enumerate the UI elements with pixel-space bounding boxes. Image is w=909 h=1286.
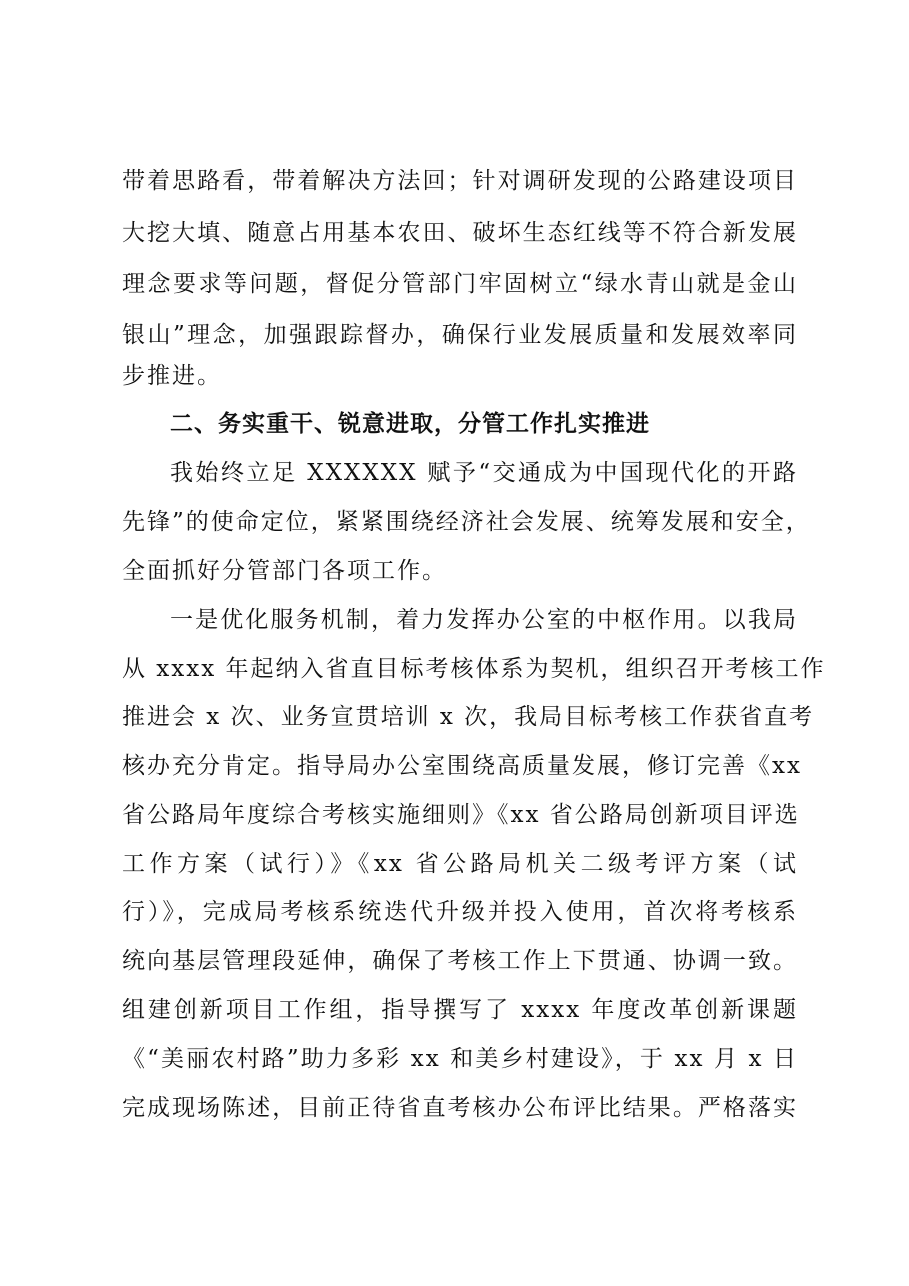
paragraph-1-line-3: 理念要求等问题，督促分管部门牢固树立“绿水青山就是金山 xyxy=(122,271,798,297)
paragraph-3-line-4: 核办充分肯定。指导局办公室围绕高质量发展，修订完善《xx xyxy=(122,753,802,779)
paragraph-3-line-2: 从 xxxx 年起纳入省直目标考核体系为契机，组织召开考核工作 xyxy=(122,656,826,682)
paragraph-3-line-10: 《“美丽农村路”助力多彩 xx 和美乡村建设》，于 xx 月 x 日 xyxy=(122,1046,798,1072)
paragraph-2-line-3: 全面抓好分管部门各项工作。 xyxy=(122,558,447,584)
section-heading: 二、务实重干、锐意进取，分管工作扎实推进 xyxy=(170,411,650,437)
paragraph-1-line-2: 大挖大填、随意占用基本农田、破坏生态红线等不符合新发展 xyxy=(122,220,798,246)
paragraph-2-line-1: 我始终立足 XXXXXX 赋予“交通成为中国现代化的开路 xyxy=(170,460,798,486)
paragraph-1-line-5: 步推进。 xyxy=(122,363,222,389)
paragraph-3-line-5: 省公路局年度综合考核实施细则》《xx 省公路局创新项目评选 xyxy=(122,802,800,828)
paragraph-3-line-11: 完成现场陈述，目前正待省直考核办公布评比结果。严格落实 xyxy=(122,1095,798,1121)
paragraph-2-line-2: 先锋”的使命定位，紧紧围绕经济社会发展、统筹发展和安全， xyxy=(122,509,811,535)
paragraph-3-line-7: 行）》，完成局考核系统迭代升级并投入使用，首次将考核系 xyxy=(122,899,798,925)
paragraph-3-line-9: 组建创新项目工作组，指导撰写了 xxxx 年度改革创新课题 xyxy=(122,997,798,1023)
paragraph-3-line-6: 工作方案（试行）》《xx 省公路局机关二级考评方案（试 xyxy=(122,851,798,877)
paragraph-3-line-8: 统向基层管理段延伸，确保了考核工作上下贯通、协调一致。 xyxy=(122,948,798,974)
paragraph-3-line-3: 推进会 x 次、业务宣贯培训 x 次，我局目标考核工作获省直考 xyxy=(122,704,815,730)
paragraph-3-line-1: 一是优化服务机制，着力发挥办公室的中枢作用。以我局 xyxy=(170,607,798,633)
paragraph-1-line-1: 带着思路看，带着解决方法回；针对调研发现的公路建设项目 xyxy=(122,168,798,194)
paragraph-1-line-4: 银山”理念，加强跟踪督办，确保行业发展质量和发展效率同 xyxy=(122,322,798,348)
